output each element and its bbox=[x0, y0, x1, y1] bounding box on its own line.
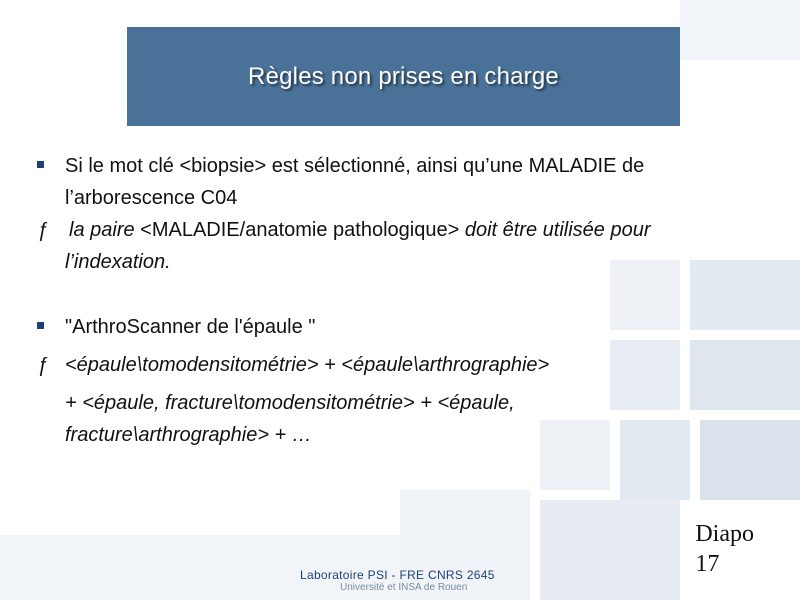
f-bullet-icon: ƒ bbox=[37, 354, 49, 376]
title-banner bbox=[127, 27, 680, 126]
bullet-item bbox=[33, 150, 733, 214]
footer bbox=[300, 568, 495, 593]
bullet-line: l’indexation. bbox=[65, 251, 171, 273]
bullet-text-italic: doit être utilisée pour bbox=[459, 219, 651, 241]
slide-title: Règles non prises en charge bbox=[248, 62, 559, 90]
slide-number bbox=[695, 519, 754, 579]
square-bullet-icon bbox=[37, 161, 44, 168]
bullet-text-italic: la paire bbox=[69, 219, 141, 241]
slide-content bbox=[33, 150, 733, 451]
sub-bullet-item bbox=[33, 214, 733, 278]
bullet-line: <épaule\tomodensitométrie> + <épaule\arthrographie> bbox=[65, 354, 550, 376]
slide-number-label: Diapo bbox=[695, 521, 754, 547]
bullet-line: fracture\arthrographie> + … bbox=[65, 424, 312, 446]
bullet-text: <MALADIE/anatomie pathologique> bbox=[140, 219, 460, 241]
f-bullet-icon: ƒ bbox=[37, 219, 49, 241]
footer-university: Université et INSA de Rouen bbox=[340, 582, 468, 593]
footer-lab-name: Laboratoire PSI - FRE CNRS 2645 bbox=[300, 568, 495, 582]
bullet-line: l’arborescence C04 bbox=[65, 187, 238, 209]
slide-number-value: 17 bbox=[695, 551, 720, 577]
bullet-line: + <épaule, fracture\tomodensitométrie> + <épaule, bbox=[65, 392, 515, 414]
bullet-line: "ArthroScanner de l'épaule " bbox=[65, 316, 316, 338]
square-bullet-icon bbox=[37, 322, 44, 329]
bullet-line: Si le mot clé <biopsie> est sélectionné, ainsi qu’une MALADIE de bbox=[65, 155, 645, 177]
sub-bullet-item bbox=[33, 349, 733, 451]
bullet-item bbox=[33, 311, 733, 343]
